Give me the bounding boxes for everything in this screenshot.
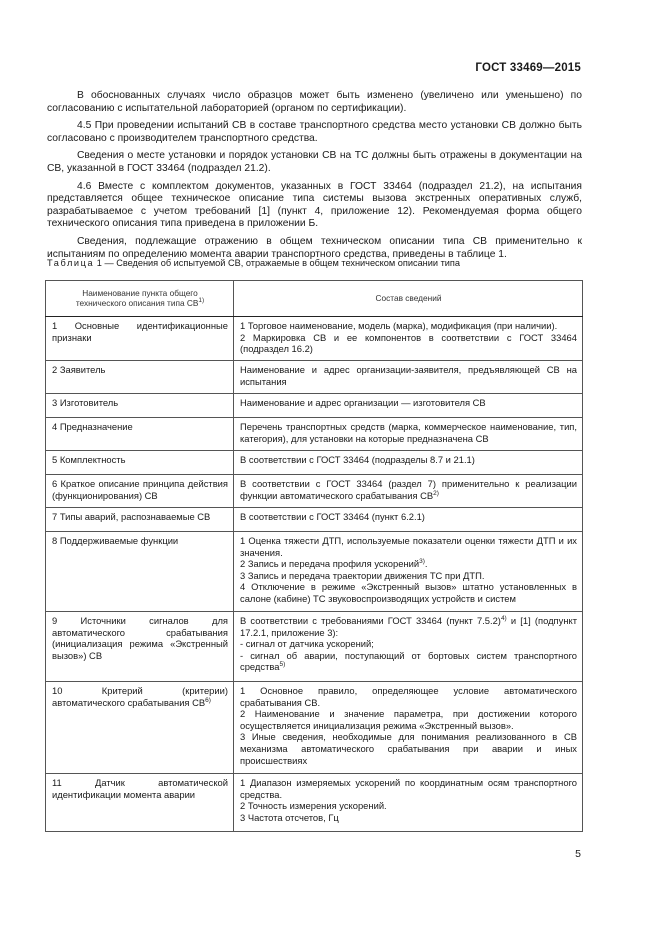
row-content: Наименование и адрес организации-заявителя, предъявляющей СВ на испытания [234,361,583,394]
table-caption [47,258,587,268]
row-name: 5 Комплектность [46,451,234,475]
column-header-content: Состав сведений [234,281,583,317]
table-row [46,774,583,832]
table-row [46,394,583,418]
table-row [46,418,583,451]
footnote-ref: 3) [419,558,425,566]
row-content: 1 Торговое наименование, модель (марка), модификация (при наличии). 2 Маркировка СВ и ее компонентов в соответствии с ГОСТ 33464 (подраздел 16.2) [234,317,583,361]
row-name: 1 Основные идентификационные признаки [46,317,234,361]
footnote-ref: 5) [279,661,286,669]
row-content: В соответствии с ГОСТ 33464 (раздел 7) применительно к реализации функции автоматического срабатывания СВ$^{2)}$ [234,475,583,508]
row-name: 10 Критерий (критерии) автоматического срабатывания СВ$^{6)}$ [46,682,234,774]
row-content: 1 Оценка тяжести ДТП, используемые показатели оценки тяжести ДТП и их значения. 2 Запись и передача профиля ускорений$^{3)}$. 3 Запись и передача траектории движения ТС при ДТП. 4 Отключение в режиме «Экстренный вызов» штатно установленных в салоне (кабине) ТС звуковоспроизводящих устройств и систем [234,532,583,612]
row-name: 9 Источники сигналов для автоматического срабатывания (инициализация режима «Экстренный вызов») СВ [46,612,234,682]
table-row [46,361,583,394]
table-caption-prefix: Таблица [47,258,95,268]
paragraph: Сведения о месте установки и порядок установки СВ на ТС должны быть отражены в документации на СВ, указанной в ГОСТ 33464 (подраздел 21.2). [47,150,582,174]
table-header-row [46,281,583,317]
table-row [46,317,583,361]
row-content: В соответствии с ГОСТ 33464 (подразделы 8.7 и 21.1) [234,451,583,475]
row-content: 1 Диапазон измеряемых ускорений по координатным осям транспортного средства. 2 Точность измерения ускорений. 3 Частота отсчетов, Гц [234,774,583,832]
row-name: 8 Поддерживаемые функции [46,532,234,612]
row-content: Наименование и адрес организации — изготовителя СВ [234,394,583,418]
row-content: Перечень транспортных средств (марка, коммерческое наименование, тип, категория), для установки на которые предназначена СВ [234,418,583,451]
body-text [47,90,582,266]
info-table [45,280,583,832]
paragraph: 4.5 При проведении испытаний СВ в составе транспортного средства место установки СВ должно быть согласовано с производителем транспортного средства. [47,120,582,144]
row-name: 2 Заявитель [46,361,234,394]
column-header-item: Наименование пункта общего технического описания типа СВ$^{1)}$ [46,281,234,317]
row-name: 7 Типы аварий, распознаваемые СВ [46,508,234,532]
footnote-ref: 1) [198,297,205,304]
footnote-ref: 6) [205,696,211,704]
row-content: В соответствии с ГОСТ 33464 (пункт 6.2.1) [234,508,583,532]
paragraph: 4.6 Вместе с комплектом документов, указанных в ГОСТ 33464 (подраздел 21.2), на испытания представляется общее техническое описание типа системы вызова экстренных оперативных служб, разрабатываемое с учетом требований [1] (пункт 4, приложение 12). Рекомендуемая форма общего технического описания типа приведена в приложении Б. [47,180,582,230]
footnote-ref: 2) [433,489,439,497]
footnote-ref: 4) [500,615,507,622]
table-row [46,451,583,475]
row-name: 3 Изготовитель [46,394,234,418]
table-row [46,682,583,774]
row-name: 11 Датчик автоматической идентификации момента аварии [46,774,234,832]
table-row [46,612,583,682]
table-caption-text: 1 — Сведения об испытуемой СВ, отражаемые в общем техническом описании типа [94,258,460,268]
row-content: В соответствии с требованиями ГОСТ 33464 (пункт 7.5.2)$^{4)}$ и [1] (подпункт 17.2.1, приложение 3): - сигнал от датчика ускорений; - сигнал об аварии, поступающий от бортовых систем транспортного средства$^{5)}$ [234,612,583,682]
table-row [46,475,583,508]
page-number: 5 [575,848,581,860]
paragraph: В обоснованных случаях число образцов может быть изменено (увеличено или уменьшено) по согласованию с испытательной лабораторией (органом по сертификации). [47,90,582,114]
row-content: 1 Основное правило, определяющее условие автоматического срабатывания СВ. 2 Наименование и значение параметра, при достижении которого осуществляется инициализация режима «Экстренный вызов». 3 Иные сведения, необходимые для понимания реализованного в СВ механизма автоматического срабатывания при аварии и иных происшествиях [234,682,583,774]
paragraph: Сведения, подлежащие отражению в общем техническом описании типа СВ применительно к испытаниям по определению момента аварии транспортного средства, приведены в таблице 1. [47,235,582,260]
table-row [46,532,583,612]
row-name: 6 Краткое описание принципа действия (функционирования) СВ [46,475,234,508]
table-row [46,508,583,532]
row-name: 4 Предназначение [46,418,234,451]
document-number: ГОСТ 33469—2015 [475,62,581,74]
